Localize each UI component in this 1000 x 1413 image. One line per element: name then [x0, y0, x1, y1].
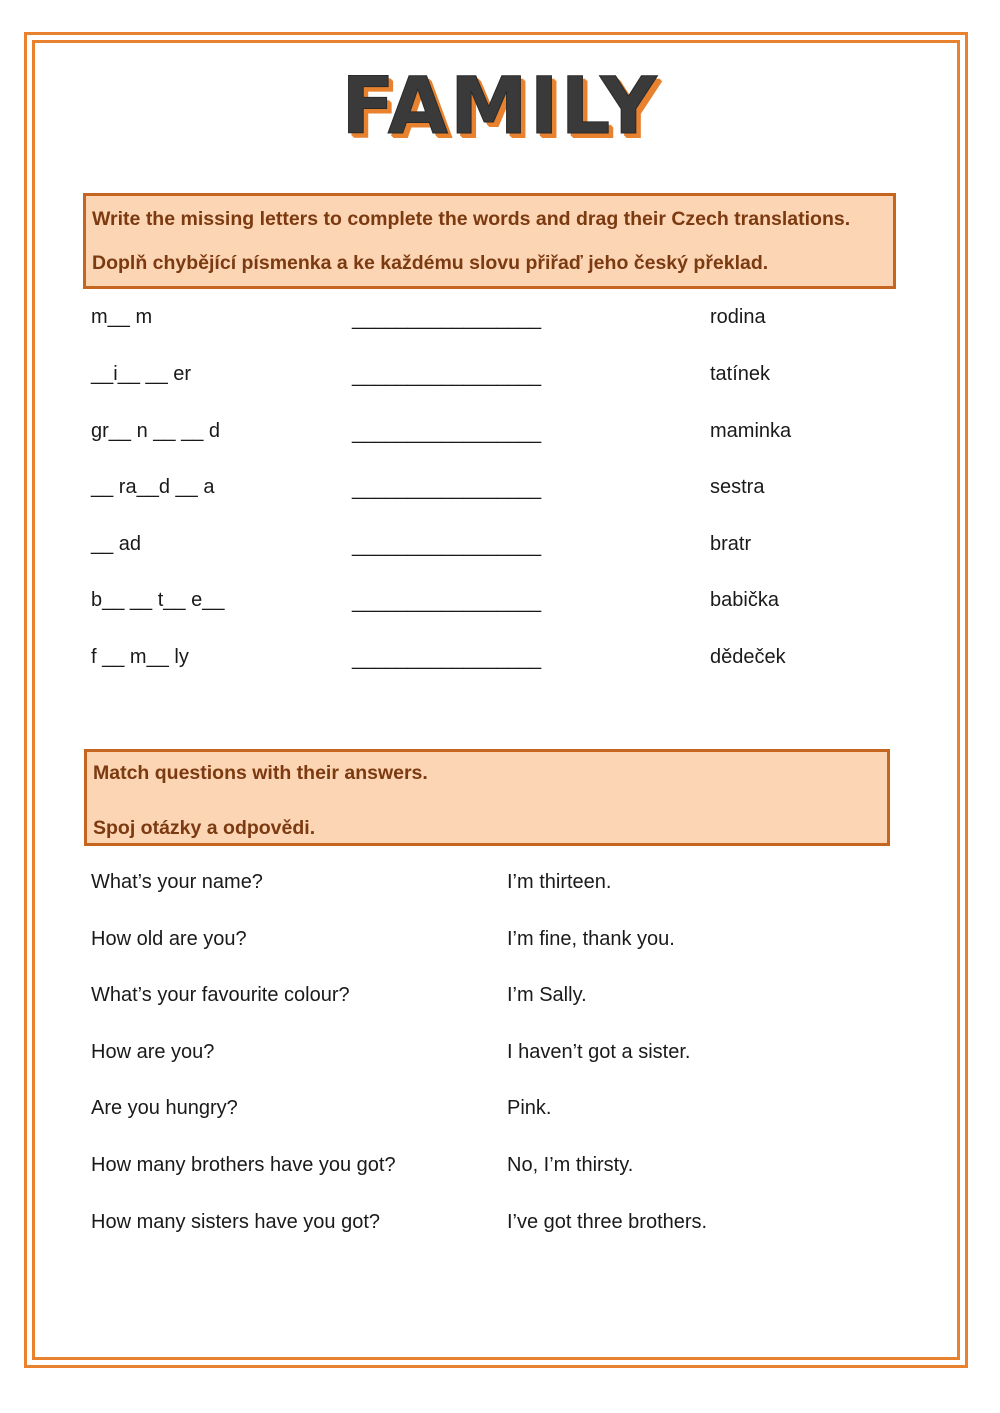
question-item[interactable]: What’s your favourite colour? [91, 984, 350, 1006]
answer-blank[interactable]: _________________ [352, 365, 542, 387]
answer-blank[interactable]: _________________ [352, 648, 542, 670]
gap-word[interactable]: __i__ __ er [91, 363, 192, 385]
czech-translation[interactable]: bratr [710, 533, 752, 555]
instruction-box-match [84, 749, 890, 846]
answer-item[interactable]: Pink. [507, 1097, 552, 1119]
czech-translation[interactable]: rodina [710, 306, 766, 328]
answer-blank[interactable]: _________________ [352, 535, 542, 557]
gap-word[interactable]: gr__ n __ __ d [91, 420, 220, 442]
answer-item[interactable]: I haven’t got a sister. [507, 1041, 691, 1063]
answer-item[interactable]: No, I’m thirsty. [507, 1154, 634, 1176]
instruction-cz: Spoj otázky a odpovědi. [93, 817, 316, 839]
question-item[interactable]: How are you? [91, 1041, 215, 1063]
question-item[interactable]: How many sisters have you got? [91, 1211, 381, 1233]
czech-translation[interactable]: tatínek [710, 363, 771, 385]
instruction-box-words [83, 193, 896, 289]
question-item[interactable]: Are you hungry? [91, 1097, 238, 1119]
gap-word[interactable]: b__ __ t__ e__ [91, 589, 225, 611]
czech-translation[interactable]: sestra [710, 476, 765, 498]
instruction-cz: Doplň chybějící písmenka a ke každému slovu přiřaď jeho český překlad. [92, 252, 769, 274]
question-item[interactable]: What’s your name? [91, 871, 263, 893]
gap-word[interactable]: __ ra__d __ a [91, 476, 215, 498]
gap-word[interactable]: f __ m__ ly [91, 646, 189, 668]
answer-blank[interactable]: _________________ [352, 422, 542, 444]
question-item[interactable]: How old are you? [91, 928, 247, 950]
czech-translation[interactable]: babička [710, 589, 779, 611]
answer-item[interactable]: I’m Sally. [507, 984, 587, 1006]
answer-item[interactable]: I’ve got three brothers. [507, 1211, 708, 1233]
answer-blank[interactable]: _________________ [352, 478, 542, 500]
answer-blank[interactable]: _________________ [352, 591, 542, 613]
answer-item[interactable]: I’m thirteen. [507, 871, 612, 893]
czech-translation[interactable]: dědeček [710, 646, 786, 668]
gap-word[interactable]: __ ad [91, 533, 142, 555]
instruction-en: Write the missing letters to complete the words and drag their Czech translations. [92, 208, 851, 230]
answer-item[interactable]: I’m fine, thank you. [507, 928, 675, 950]
question-item[interactable]: How many brothers have you got? [91, 1154, 396, 1176]
page-title: FAMILY [341, 62, 659, 152]
answer-blank[interactable]: _________________ [352, 308, 542, 330]
gap-word[interactable]: m__ m [91, 306, 153, 328]
czech-translation[interactable]: maminka [710, 420, 792, 442]
instruction-en: Match questions with their answers. [93, 762, 428, 784]
